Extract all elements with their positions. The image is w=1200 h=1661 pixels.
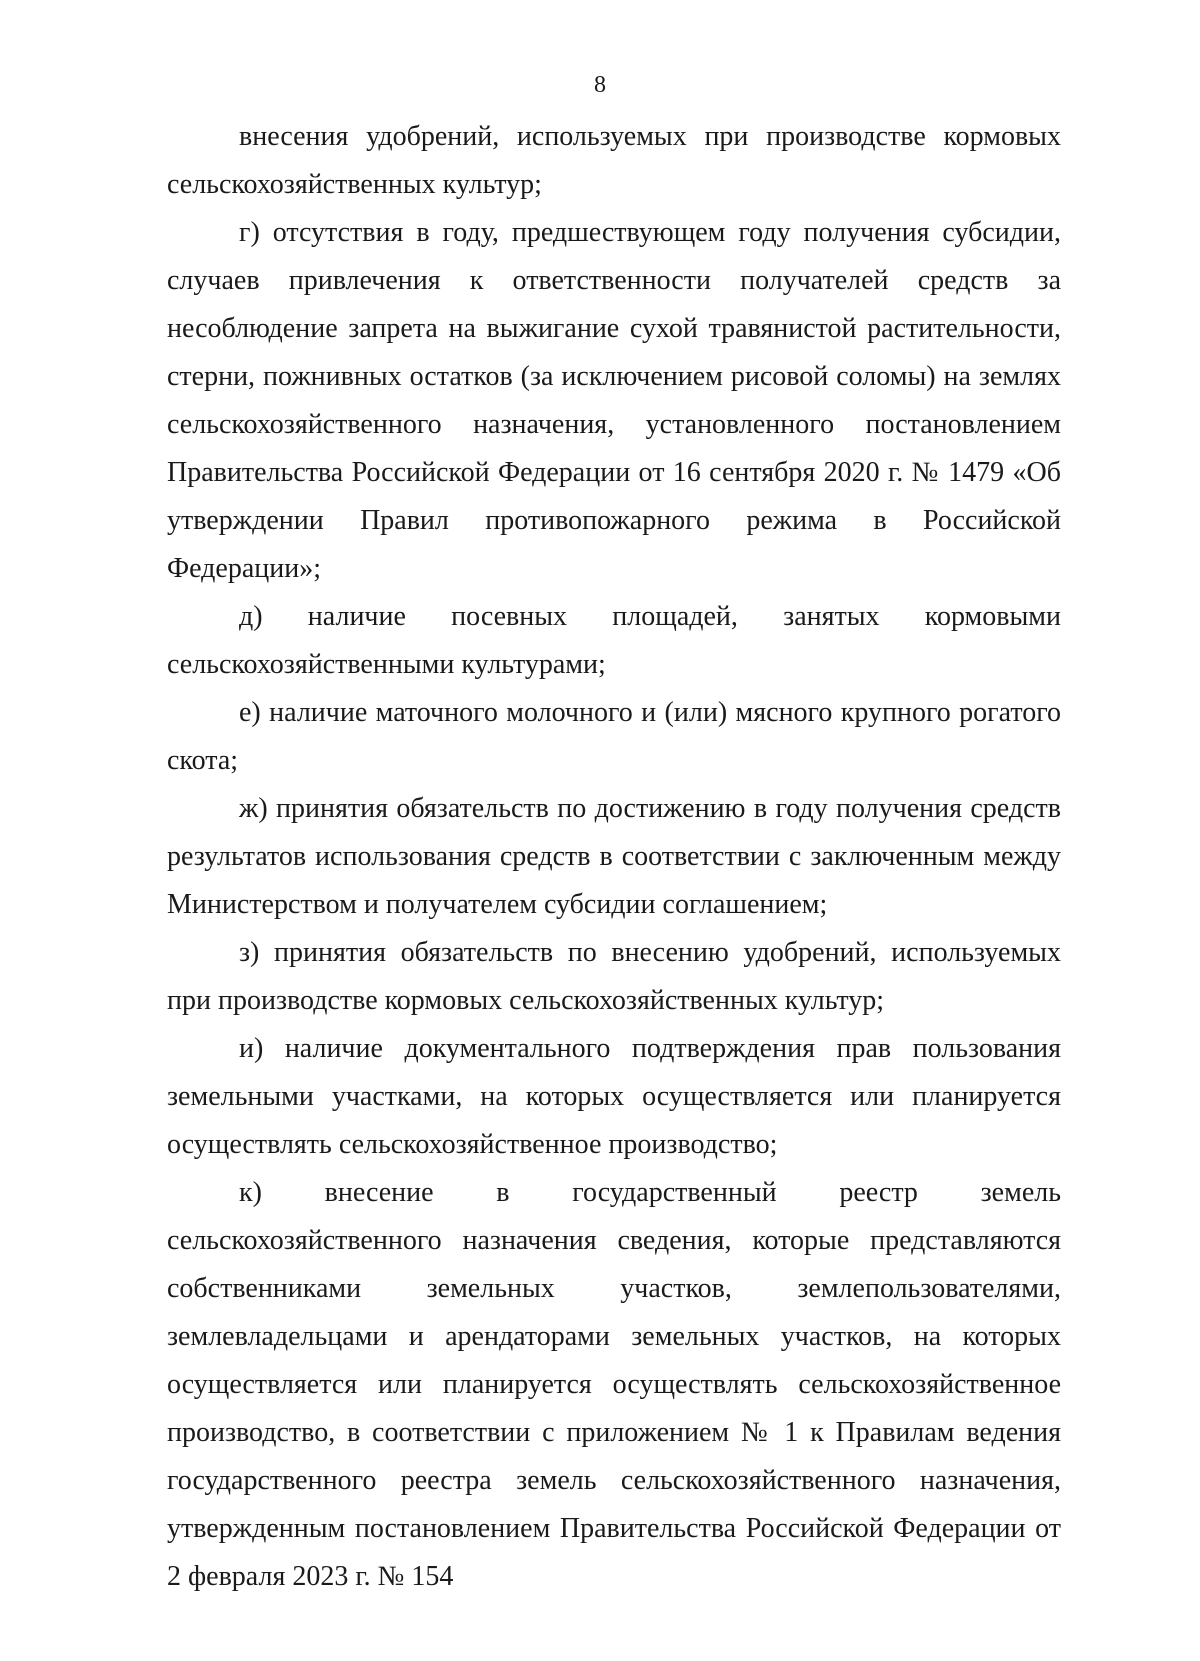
paragraph-item-g: г) отсутствия в году, предшествующем году получения субсидии, случаев привлечения к ответственности получателей средств за несоблюдение запрета на выжигание сухой травянистой растительности, стерни, пожнивных остатков (за исключением рисовой соломы) на землях сельскохозяйственного назначения, установленного постановлением Правительства Российской Федерации от 16 сентября 2020 г. № 1479 «Об утверждении Правил противопожарного режима в Российской Федерации»; [167, 217, 1061, 584]
paragraph-continuation: внесения удобрений, используемых при производстве кормовых сельскохозяйственных культур; [167, 121, 1061, 200]
document-body [167, 113, 1061, 1601]
paragraph-item-k: к) внесение в государственный реестр земель сельскохозяйственного назначения сведения, которые представляются собственниками земельных участков, землепользователями, землевладельцами и арендаторами земельных участков, на которых осуществляется или планируется осуществлять сельскохозяйственное производство, в соответствии с приложением № 1 к Правилам ведения государственного реестра земель сельскохозяйственного назначения, утвержденным постановлением Правительства Российской Федерации от 2 февраля 2023 г. № 154 [167, 1177, 1061, 1592]
paragraph-item-d: д) наличие посевных площадей, занятых кормовыми сельскохозяйственными культурами; [167, 601, 1061, 680]
paragraph-item-z: з) принятия обязательств по внесению удобрений, используемых при производстве кормовых сельскохозяйственных культур; [167, 937, 1061, 1016]
paragraph-item-i: и) наличие документального подтверждения прав пользования земельными участками, на которых осуществляется или планируется осуществлять сельскохозяйственное производство; [167, 1033, 1061, 1160]
page-number: 8 [594, 72, 606, 98]
paragraph-item-e: е) наличие маточного молочного и (или) мясного крупного рогатого скота; [167, 697, 1061, 776]
paragraph-item-zh: ж) принятия обязательств по достижению в году получения средств результатов использования средств в соответствии с заключенным между Министерством и получателем субсидии соглашением; [167, 793, 1061, 920]
